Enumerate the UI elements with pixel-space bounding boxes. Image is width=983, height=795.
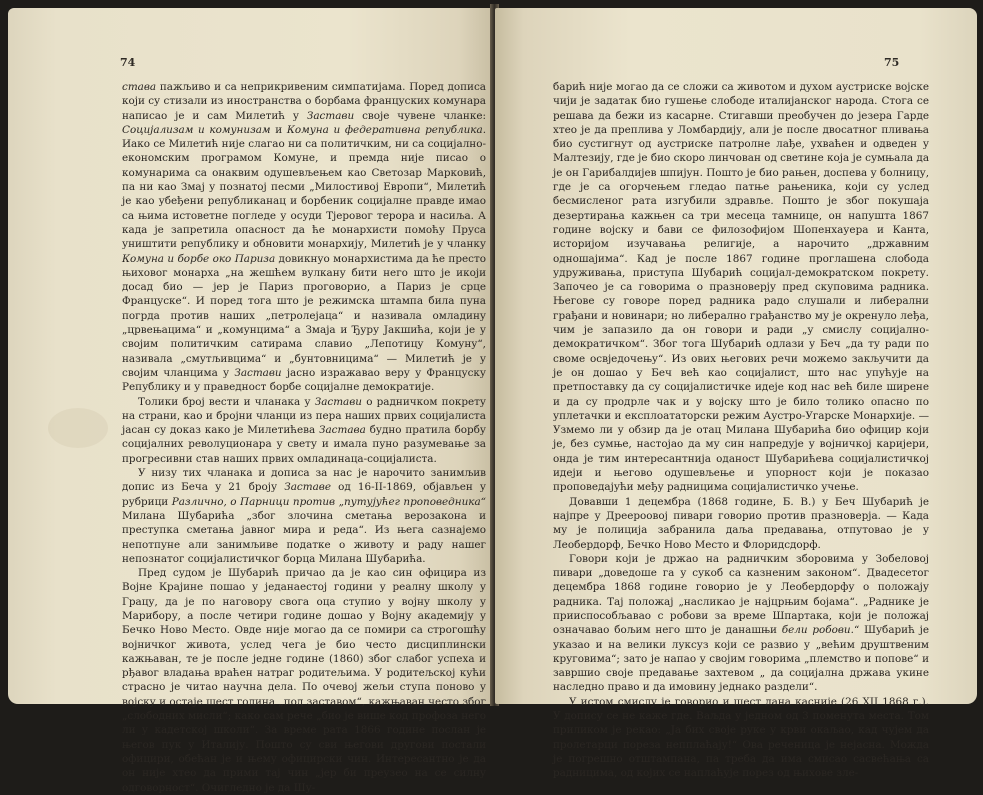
text-run: и [270,123,287,136]
right-page-text [553,80,929,781]
italic-text: Комуна и федеративна република [286,123,483,136]
text-run: Говори који је држао на радничким зборовима у Зобеловој пивари „доведоше га у сукоб са казненим законом“. Двадесетог децембра 1868 године говорио је у Леобердорфу о положају радника. Тај положај „насликао је најцрњим бојама“. „Раднике је прииспособљавао с робови за време Шпартака, који је положај означавао бољим него што је данашњи [553,552,929,637]
text-run: пажљиво и са неприкривеним симпатијама. Поред дописа који су стизали из иностранства о борбама француских комунара написао је и сам Милетић у [122,81,486,122]
paragraph [553,695,929,781]
italic-text: Комуна и борбе око Париза [122,252,276,265]
text-run: будно пратила борбу социјалних револуционара у свету и имала пуно разумевање за прогресивни став наших првих омладинаца-социјалиста. [122,424,486,465]
page-number-left: 74 [120,56,136,69]
paragraph [122,566,486,795]
italic-text: Различно, о Парници против „путујућег проповедника“ [171,495,486,508]
text-run: У истом смислу је говорио и шест дана касније (26 XII 1868 г.). У допису се не каже где. Ваљда у једном од 3 поменута места. Том приликом је рекао: „Ја бих своје руке у крви окаљао, кад чујем да пролетарци пореза непплаћају!“ Ова реченица је нејасна. Можда је погрешно отштампана, па треба да има смисао сасвећања са радницима, од којих се наплаћује порез од њихове зле- [553,695,929,780]
text-run: Довавши 1 децембра (1868 године, Б. В.) у Беч Шубарић је најпре у Дреероовој пивари говорио против празноверја. — Када му је полиција забранила даља предавања, отпутовао је у Леобердорф, Бечко Ново Место и Флоридсдорф. [553,495,929,551]
page-number-right: 75 [884,56,900,69]
italic-text: Застави [306,109,355,122]
text-run: . Иако се Милетић није слагао ни са политичким, ни са социјално-економским програмом Комуне, и премда није писао о комунарима са онаквим одушевљењем као Светозар Марковић, па ни као Змај у познатој песми „Милостивој Европи“, Милетић је као убеђени републиканац и борбеник социјалне правде имао са њима истоветне погледе у осуди Тјеровог терора и насиља. А када је запретила опасност да ће монархисти помоћу Пруса уништити републику и обновити монархију, Милетић је у чланку [122,123,486,251]
paragraph [553,552,929,695]
text-run: јасно изражавао веру у Француску Републику и у праведност борбе социјалне демократије. [122,366,487,394]
text-run: довикнуо монархистима да ће престо њиховог монарха „на жешћем вулкану бити него што је икоји досад био — јер је Париз проговорио, а Париз је срце Француске“. И поред тога што је режимска штампа била пуна погрда против наших „петролејаца“ и називала омладину „црвењацима“ и „комунцима“ а Змаја и Ђуру Јакшића, који је у својим политичким сатирама славио „Лепотицу Комуну“, називала „смутљивцима“ и „бунтовницима“ — Милетић је у својим чланцима у [122,252,486,379]
italic-text: бели робови [781,624,851,637]
text-run: .“ Шубарић је указао и на велики луксуз који се развио у „већим друштвеним круговима“; зато је напао у своjим говорима „племство и попове“ и завршио своје предавање захтевом „ да социјална држава укине наследно право и да имовину једнако раздели“. [553,624,929,694]
text-run: У низу тих чланака и дописа за нас је нарочито занимљив допис из Беча у 21 броју [122,467,486,494]
left-page-text [122,80,486,795]
paragraph [122,466,486,566]
paragraph [553,80,929,495]
paragraph [122,395,486,466]
paragraph [122,80,486,395]
italic-text: Застава [318,424,366,437]
left-page [8,8,493,794]
text-run: Толики број вести и чланака у [138,395,315,408]
text-run: од 16-II-1869, објављен у рубрици [122,481,486,508]
italic-text: Застави [314,395,362,408]
text-run: Пред судом је Шубарић причао да је као син официра из Војне Крајине пошао у једанаестој години у реалну школу у Грацу, да је по наговору свога оца ступио у војну школу у Марибору, а после четири године дошао у Војну академију у Бечко Ново Место. Овде није могао да се помири са строгошћу војничког живота, услед чега је био често дисциплински кажњаван, те је после једне године (1860) због слабог успеха и рђавог владања враћен натраг родитељима. У родитељској кући страсно је читао научна дела. По очевој жељи ступа поново у војску и остаје шест година „под заставом“, кажњаван често због „слободних мисли“; како сам рече „био је више код профоза него ли у кадетској школи“. За време рата 1866 године послан је његов пук у Италију. Пошто су сви његови другови постали официри, обећан је и њему официрски чин. Интересантно је да он није хтео да прими тај чин „јер би преузео на се силну одговорност“. Очигледно је да Шу- [122,567,486,794]
text-run: своје чувене чланке: [354,109,486,122]
italic-text: става [122,81,157,93]
text-run: барић није могао да се сложи са животом и духом аустриске војске чији је задатак био гушење слободе италијанског народа. Стога се решава да бежи из касарне. Стигавши преобучен до језера Гарде хтео је да преплива у Ломбардију, али је после двосатног пливања био сустигнут од аустриске патролне лађе, ухваћен и одведен у Малтезију, где је био скоро линчован од светине која је сумњала да је он Гарибалдијев шпијун. Пошто је био рањен, доспева у болницу, где је са огорчењем гледао патње рањеника, који су услед бесмисленог рата изгубили здравље. Пошто је због покушаја дезертирања кажњен са три месеца тамнице, он напушта 1867 године војску и бави се филозофијом Шопенхауера и Канта, историјом изучавања религије, а нарочито „државним одношајима“. Кад је после 1867 године проглашена слобода удруживања, приступа Шубарић социјал-демократском покрету. Започео је са говорима о празноверју пред скуповима радника. Његове су говоре поред радника радо слушали и либерални грађани и новинари; но либерално грађанство му је окренуло леђа, чим је запазило да он говори и ради „у смислу социјално-демократичком“. Због тога Шубарић одлази у Беч „да ту ради по своме освједочењу“. Из ових његових речи можемо закључити да је он дошао у Беч већ као социјалист, што нас упућује на претпоставку да су социјалистичке идеје код нас већ биле ширене и да су продрле чак и у војску што је било толико опасно по уплетачки и експлоататорски режим Аустро-Угарске Монархије. — Узмемо ли у обзир да је отац Милана Шубарића био официр који је, без сумње, настојао да му син напредује у војничкој каријери, онда је тим интересантнија оданост Шубарићева социјалистичкој идеји и његово одушевљење и упорност који је показао проповедајући међу радницима социјалистичко учење. [553,81,930,494]
text-run: о радничком покрету на страни, као и бројни чланци из пера наших првих социјалиста јасан су доказ како је Милетићева [122,395,486,437]
right-page [495,8,977,780]
italic-text: Застави [234,366,282,379]
paragraph [553,495,929,552]
italic-text: Социјализам и комунизам [122,123,271,136]
text-run: Милана Шубарића „због злочина сметања верозакона и преступка сметања јавног мира и реда“. Из њега сазнајемо непотпуне али занимљиве податке о животу и раду нашег непознатог социјалистичког борца Милана Шубарића. [122,509,486,565]
italic-text: Заставе [284,481,331,494]
